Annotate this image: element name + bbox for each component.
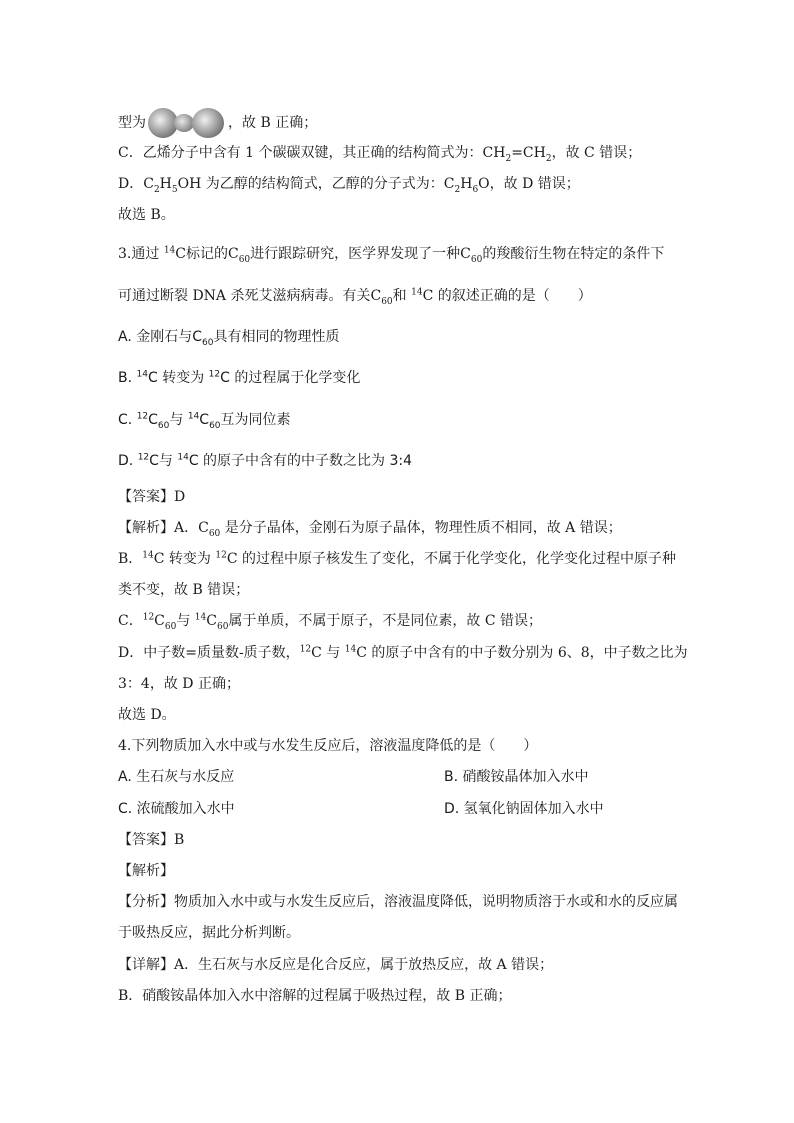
question-3-line1: 3.通过 $^{14}$C标记的$C_{60}$进行跟踪研究，医学界发现了一种$C_{60}$的羧酸衍生物在特定的条件下 xyxy=(118,245,665,265)
question-4-options-row2 xyxy=(118,799,718,819)
question-4-option-b: B. 硝酸铵晶体加入水中 xyxy=(444,769,589,785)
question-3-answer: 【答案】D xyxy=(118,489,186,505)
carbon-ball xyxy=(192,108,224,138)
question-4-options-row1 xyxy=(118,767,718,787)
line-option-c-explain: C．乙烯分子中含有 1 个碳碳双键，其正确的结构简式为：$CH_2=CH_2$，故 C 错误； xyxy=(118,145,642,164)
question-4-analysis-cont: 于吸热反应，据此分析判断。 xyxy=(118,925,300,941)
question-3-option-a: A. 金刚石与$C_{60}$具有相同的物理性质 xyxy=(118,329,340,348)
line-model-conclusion xyxy=(118,108,318,131)
question-4-stem: 4.下列物质加入水中或与水发生反应后，溶液温度降低的是（ ） xyxy=(118,738,538,754)
question-3-option-c: C. $^{12}C_{60}$与 $^{14}C_{60}$互为同位素 xyxy=(118,411,291,431)
question-3-explain-c: C．$^{12}C_{60}$与 $^{14}C_{60}$属于单质，不属于原子，不是同位素，故 C 错误； xyxy=(118,612,543,632)
question-3-option-d: D. $^{12}$C与 $^{14}$C 的原子中含有的中子数之比为 3:4 xyxy=(118,452,413,469)
text: 型为 xyxy=(118,115,146,131)
question-4-option-c: C. 浓硫酸加入水中 xyxy=(118,801,235,817)
text: ，故 B 正确； xyxy=(228,115,318,131)
question-4-detail-b: B．硝酸铵晶体加入水中溶解的过程属于吸热过程，故 B 正确； xyxy=(118,988,512,1004)
question-3-line2: 可通过断裂 DNA 杀死艾滋病病毒。有关$C_{60}$和 $^{14}$C 的叙述正确的是（ ） xyxy=(118,287,592,307)
question-3-explain-d: D．中子数=质量数-质子数，$^{12}$C 与 $^{14}$C 的原子中含有的中子数分别为 6、8，中子数之比为 xyxy=(118,644,688,661)
question-3-explain-a: 【解析】A．$C_{60}$ 是分子晶体，金刚石为原子晶体，物理性质不相同，故 A 错误； xyxy=(118,520,622,539)
question-4-option-a: A. 生石灰与水反应 xyxy=(118,769,235,785)
question-4-analysis: 【分析】物质加入水中或与水发生反应后，溶液温度降低，说明物质溶于水或和水的反应属 xyxy=(118,894,678,910)
bond-ball xyxy=(174,114,194,132)
question-4-option-d: D. 氢氧化钠固体加入水中 xyxy=(444,801,604,817)
question-4-explain-header: 【解析】 xyxy=(118,863,174,879)
line-choose-b: 故选 B。 xyxy=(118,207,175,223)
ethylene-ball-model-image xyxy=(148,108,226,138)
question-3-explain-d-cont: 3：4，故 D 正确； xyxy=(118,676,240,692)
question-4-detail-a: 【详解】A．生石灰与水反应是化合反应，属于放热反应，故 A 错误； xyxy=(118,957,554,973)
line-option-d-explain: D．$C_2H_5OH$ 为乙醇的结构简式，乙醇的分子式为：$C_2H_6O$，故 D 错误； xyxy=(118,176,580,195)
question-4-answer: 【答案】B xyxy=(118,832,185,848)
question-3-explain-b-cont: 类不变，故 B 错误； xyxy=(118,582,250,598)
question-3-choose-d: 故选 D。 xyxy=(118,707,176,723)
question-3-explain-b: B．$^{14}$C 转变为 $^{12}$C 的过程中原子核发生了变化，不属于化学变化，化学变化过程中原子种 xyxy=(118,550,676,567)
question-3-option-b: B. $^{14}$C 转变为 $^{12}$C 的过程属于化学变化 xyxy=(118,369,361,386)
